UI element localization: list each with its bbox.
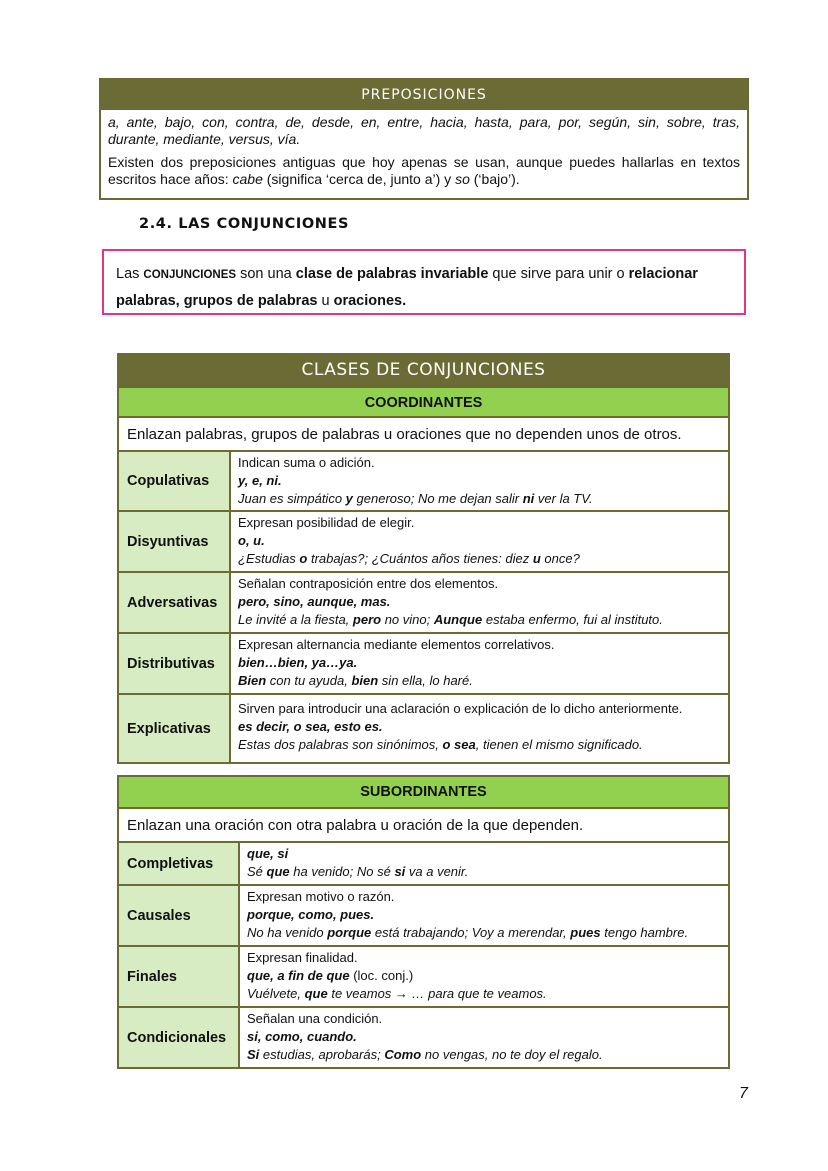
subordinantes-intro: Enlazan una oración con otra palabra u oración de la que dependen. — [119, 807, 728, 841]
coordinantes-heading: COORDINANTES — [119, 386, 728, 416]
subordinantes-table — [117, 775, 730, 1069]
table-row — [119, 450, 728, 510]
row-desc: Indican suma o adición. y, e, ni. Juan es simpático y generoso; No me dejan salir ni ver la TV. — [238, 455, 593, 506]
section-title: 2.4. LAS CONJUNCIONES — [139, 216, 350, 232]
row-desc: Señalan una condición. si, como, cuando. Si estudias, aprobarás; Como no vengas, no te doy el regalo. — [247, 1011, 603, 1062]
row-desc: que, si Sé que ha venido; No sé si va a venir. — [247, 846, 469, 879]
row-desc: Sirven para introducir una aclaración o explicación de lo dicho anteriormente. es decir, o sea, esto es. Estas dos palabras son sinónimos, o sea, tienen el mismo significado. — [238, 701, 683, 752]
row-desc: Expresan alternancia mediante elementos correlativos. bien…bien, ya…ya. Bien con tu ayuda, bien sin ella, lo haré. — [238, 637, 555, 688]
row-desc: Expresan finalidad. que, a fin de que (loc. conj.) Vuélvete, que te veamos → … para que te veamos. — [247, 950, 547, 1001]
preposiciones-list: a, ante, bajo, con, contra, de, desde, en, entre, hacia, hasta, para, por, según, sin, sobre, tras, durante, mediante, versus, vía. — [108, 114, 740, 147]
row-label: Condicionales — [119, 1008, 240, 1067]
table-row — [119, 884, 728, 945]
preposiciones-box — [99, 78, 749, 200]
row-label: Distributivas — [119, 634, 231, 693]
page-number: 7 — [739, 1085, 748, 1102]
row-label: Completivas — [119, 843, 240, 884]
row-desc: Expresan motivo o razón. porque, como, pues. No ha venido porque está trabajando; Voy a merendar, pues tengo hambre. — [247, 889, 689, 940]
row-desc: Señalan contraposición entre dos elementos. pero, sino, aunque, mas. Le invité a la fiesta, pero no vino; Aunque estaba enfermo, fui al instituto. — [238, 576, 663, 627]
preposiciones-note: Existen dos preposiciones antiguas que hoy apenas se usan, aunque puedes hallarlas en textos escritos hace años: cabe (significa ‘cerca de, junto a’) y so (‘bajo’). — [108, 154, 740, 187]
coordinantes-table — [117, 353, 730, 764]
definition-box: Las CONJUNCIONES son una clase de palabras invariable que sirve para unir o relacionar palabras, grupos de palabras u oraciones. — [102, 249, 746, 315]
coordinantes-intro: Enlazan palabras, grupos de palabras u oraciones que no dependen unos de otros. — [119, 416, 728, 450]
table-row — [119, 1006, 728, 1067]
row-label: Causales — [119, 886, 240, 945]
table-row — [119, 945, 728, 1006]
row-label: Finales — [119, 947, 240, 1006]
row-label: Explicativas — [119, 695, 231, 762]
table-row — [119, 841, 728, 884]
row-label: Copulativas — [119, 452, 231, 510]
table-row — [119, 693, 728, 762]
preposiciones-body — [101, 110, 747, 188]
preposiciones-title: PREPOSICIONES — [101, 80, 747, 110]
clases-title: CLASES DE CONJUNCIONES — [119, 355, 728, 386]
table-row — [119, 632, 728, 693]
table-row — [119, 510, 728, 571]
row-label: Disyuntivas — [119, 512, 231, 571]
table-row — [119, 571, 728, 632]
row-label: Adversativas — [119, 573, 231, 632]
row-desc: Expresan posibilidad de elegir. o, u. ¿Estudias o trabajas?; ¿Cuántos años tienes: diez u once? — [238, 515, 580, 566]
subordinantes-heading: SUBORDINANTES — [119, 777, 728, 807]
